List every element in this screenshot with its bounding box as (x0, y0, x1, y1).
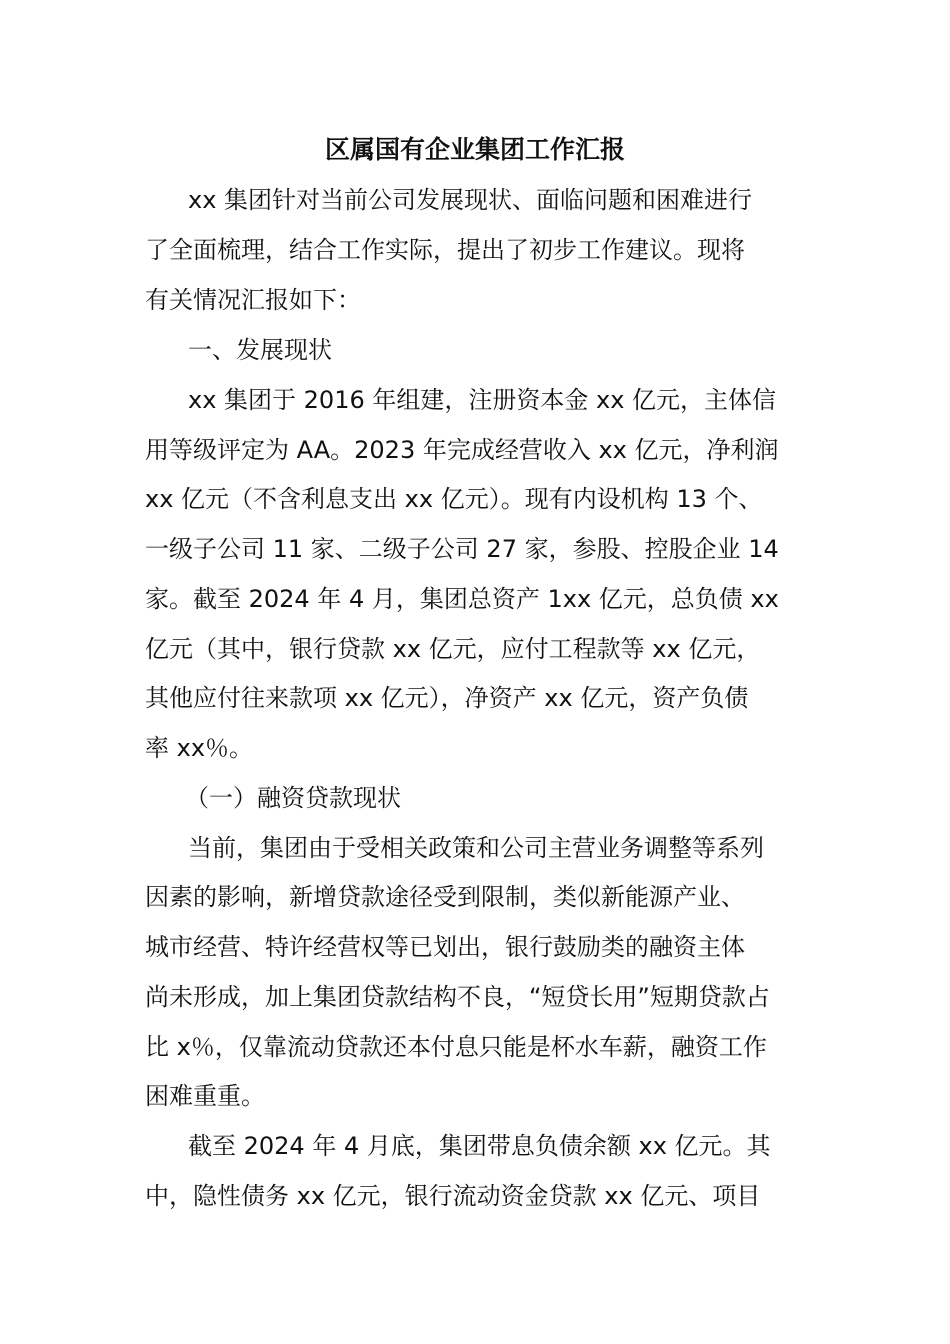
paragraph-line: 有关情况汇报如下： (145, 286, 361, 314)
paragraph-line: 困难重重。 (145, 1082, 265, 1110)
paragraph-line: 其他应付往来款项 xx 亿元），净资产 xx 亿元，资产负债 (145, 684, 749, 712)
paragraph-line: 尚未形成，加上集团贷款结构不良，“短贷长用”短期贷款占 (145, 983, 770, 1011)
paragraph-line: xx 亿元（不含利息支出 xx 亿元）。现有内设机构 13 个、 (145, 485, 763, 513)
paragraph-line: 家。截至 2024 年 4 月，集团总资产 1xx 亿元，总负债 xx (145, 585, 779, 613)
paragraph-line: 用等级评定为 AA。2023 年完成经营收入 xx 亿元，净利润 (145, 436, 779, 464)
paragraph-line: 率 xx％。 (145, 734, 254, 762)
paragraph-line: xx 集团针对当前公司发展现状、面临问题和困难进行 (188, 186, 753, 214)
paragraph-line: 当前，集团由于受相关政策和公司主营业务调整等系列 (188, 834, 764, 862)
document-title: 区属国有企业集团工作汇报 (324, 135, 625, 164)
paragraph-line: 亿元（其中，银行贷款 xx 亿元，应付工程款等 xx 亿元， (145, 635, 761, 663)
paragraph-line: 截至 2024 年 4 月底，集团带息负债余额 xx 亿元。其 (188, 1132, 771, 1160)
paragraph-line: xx 集团于 2016 年组建，注册资本金 xx 亿元，主体信 (188, 386, 777, 414)
paragraph-line: 城市经营、特许经营权等已划出，银行鼓励类的融资主体 (145, 933, 745, 961)
paragraph-line: 了全面梳理，结合工作实际，提出了初步工作建议。现将 (145, 236, 745, 264)
paragraph-line: 一级子公司 11 家、二级子公司 27 家，参股、控股企业 14 (145, 535, 779, 563)
paragraph-line: 中，隐性债务 xx 亿元，银行流动资金贷款 xx 亿元、项目 (145, 1182, 761, 1210)
section-heading: 一、发展现状 (188, 336, 332, 364)
paragraph-line: 比 x％，仅靠流动贷款还本付息只能是杯水车薪，融资工作 (145, 1033, 767, 1061)
subsection-heading: （一）融资贷款现状 (185, 784, 401, 812)
paragraph-line: 因素的影响，新增贷款途径受到限制，类似新能源产业、 (145, 883, 745, 911)
